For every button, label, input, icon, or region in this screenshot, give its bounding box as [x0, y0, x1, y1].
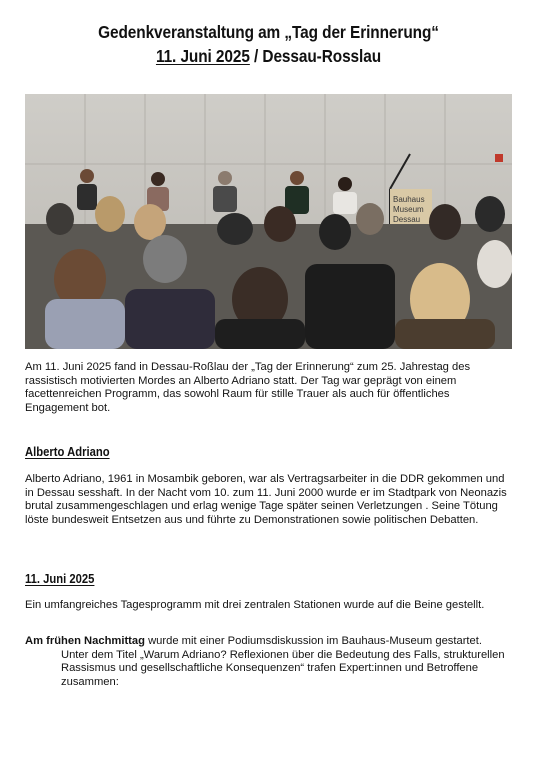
- afternoon-lead: Am frühen Nachmittag: [25, 635, 145, 647]
- page-title: [32, 20, 505, 68]
- june-paragraph: Ein umfangreiches Tagesprogramm mit drei zentralen Stationen wurde auf die Beine gestellt.: [25, 599, 485, 611]
- afternoon-paragraph: [25, 635, 515, 689]
- svg-text:Dessau: Dessau: [393, 215, 421, 224]
- afternoon-indent-line-1: Unter dem Titel „Warum Adriano? Reflexionen über die Bedeutung des Falls, strukturellen: [61, 648, 505, 661]
- alberto-paragraph: Alberto Adriano, 1961 in Mosambik geboren, war als Vertragsarbeiter in die DDR gekommen und in Dessau sesshaft. In der Nacht vom 10. zum 11. Juni 2000 wurde er im Stadtpark von Neonazis brutal zusammengeschlagen und erlag wenige Tage später seinen Verletzungen . Seine Tötung löste bundesweit Entsetzen aus und führte zu Demonstrationen sowie politischen Debatten.: [25, 473, 507, 526]
- svg-text:Museum: Museum: [393, 205, 424, 214]
- afternoon-indent-line-2: Rassismus und gesellschaftliche Konsequenzen“ trafen Expert:innen und Betroffene zusammen:: [61, 662, 479, 688]
- event-photo: [25, 94, 512, 349]
- title-date: 11. Juni 2025: [155, 46, 250, 66]
- afternoon-text: wurde mit einer Podiumsdiskussion im Bauhaus-Museum gestartet.: [144, 635, 482, 647]
- title-line-date: [32, 44, 505, 68]
- title-line-event: Gedenkveranstaltung am „Tag der Erinnerung“: [98, 22, 439, 42]
- svg-text:Bauhaus: Bauhaus: [393, 195, 425, 204]
- title-location: / Dessau-Rosslau: [249, 46, 382, 66]
- intro-paragraph: Am 11. Juni 2025 fand in Dessau-Roßlau der „Tag der Erinnerung“ zum 25. Jahrestag des rassistisch motivierten Mordes an Alberto Adriano statt. Der Tag war geprägt von einem facettenreichen Programm, das sowohl Raum für stille Trauer als auch für öffentliches Engagement bot.: [25, 361, 471, 414]
- section-heading-june: 11. Juni 2025: [25, 572, 95, 586]
- section-heading-alberto: Alberto Adriano: [25, 445, 110, 459]
